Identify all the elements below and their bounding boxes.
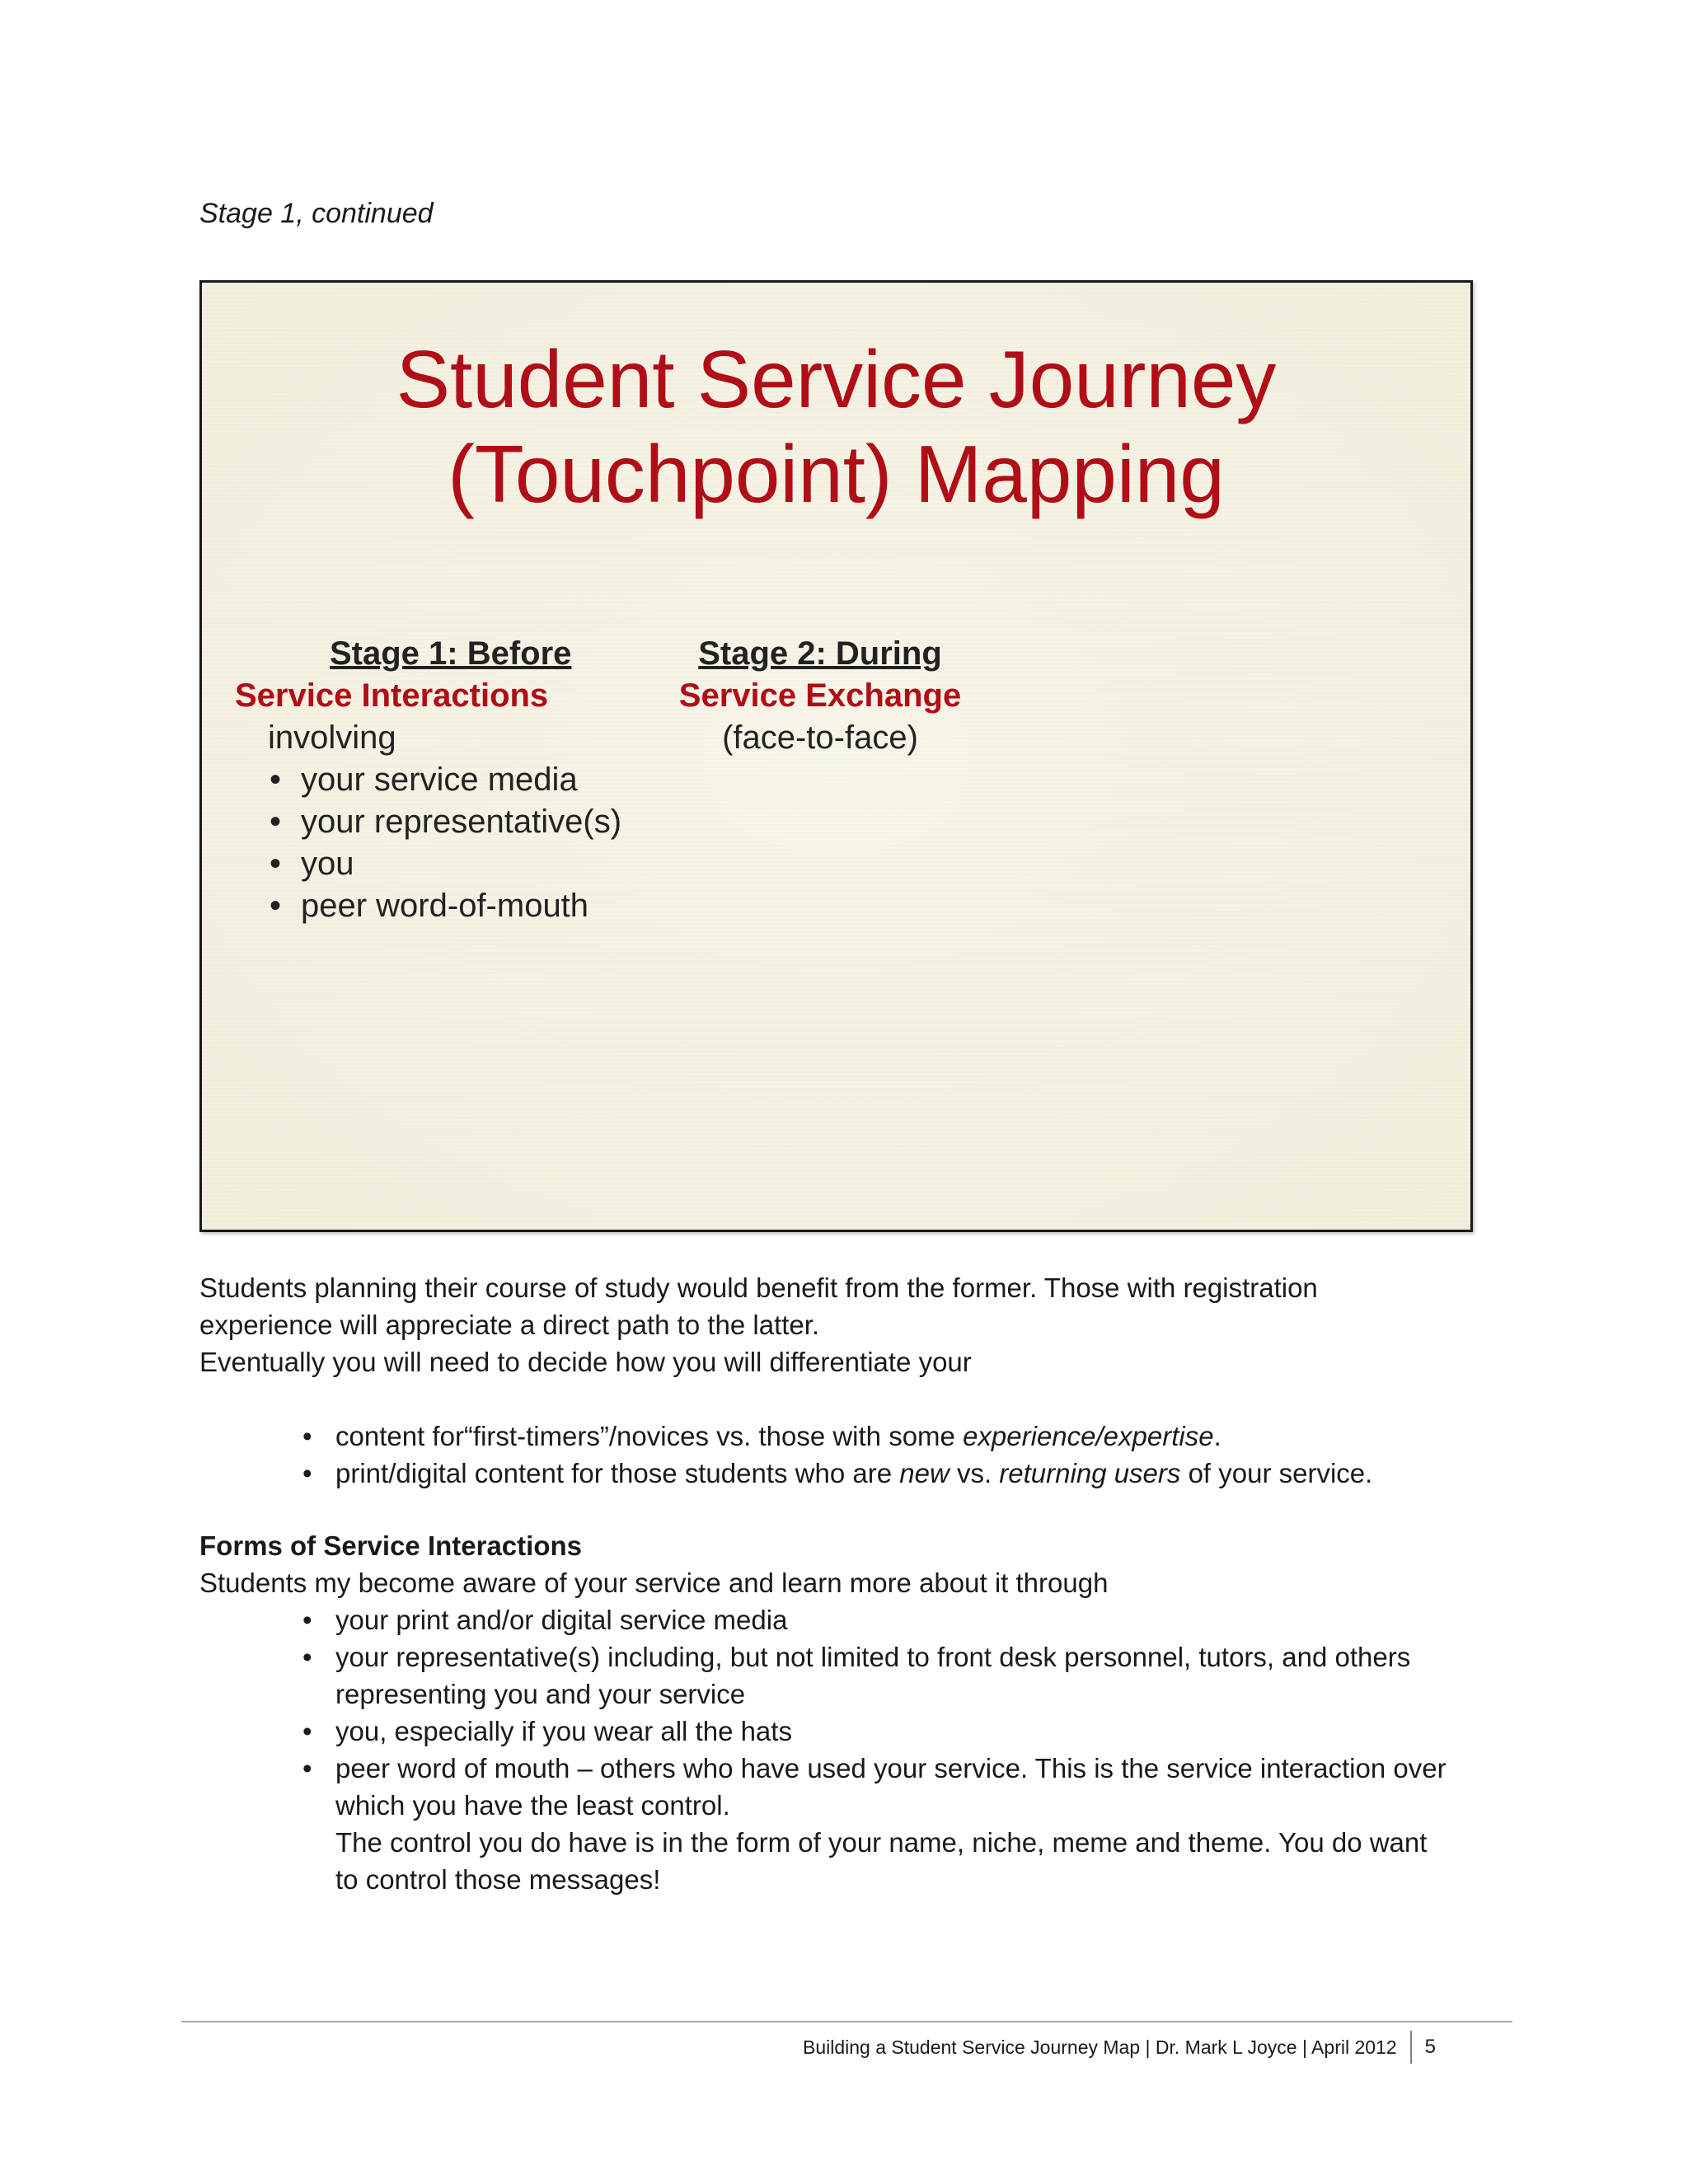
stage-heading: Stage 1, continued xyxy=(199,198,434,229)
slide-title-line-1: Student Service Journey xyxy=(396,334,1277,424)
slide-column-stage-1 xyxy=(235,633,663,927)
list-item: • peer word of mouth – others who have used your service. This is the service interaction over which you have the least control. The control you do have is in the form of your name, niche, meme and theme. You do want to control those messages! xyxy=(335,1750,1502,1898)
list-item: • your service media xyxy=(268,759,663,801)
paragraph-line: experience will appreciate a direct path to the latter. xyxy=(199,1310,820,1340)
section-heading: Forms of Service Interactions xyxy=(199,1530,582,1561)
slide-title-line-2: (Touchpoint) Mapping xyxy=(448,429,1225,519)
list-item: • you, especially if you wear all the hats xyxy=(335,1713,1502,1750)
stage-1-note: involving xyxy=(268,719,396,756)
list-item: • peer word-of-mouth xyxy=(268,885,663,927)
paragraph-line: Students planning their course of study would benefit from the former. Those with registration xyxy=(199,1272,1318,1303)
page-footer xyxy=(803,2031,1436,2064)
paragraph-line: Eventually you will need to decide how you will differentiate your xyxy=(199,1347,972,1377)
footer-text: Building a Student Service Journey Map | Dr. Mark L Joyce | April 2012 xyxy=(803,2036,1397,2058)
list-item: • content for“first-timers”/novices vs. those with some experience/expertise. xyxy=(335,1418,1502,1455)
list-item: • you xyxy=(268,843,663,885)
stage-2-subheading: Service Exchange xyxy=(678,677,962,714)
differentiate-bullet-list xyxy=(199,1418,1502,1492)
page-number: 5 xyxy=(1424,2036,1436,2058)
slide-title xyxy=(202,332,1470,522)
footer-separator xyxy=(1410,2031,1412,2064)
footer-divider xyxy=(181,2021,1512,2022)
stage-2-note: (face-to-face) xyxy=(722,719,918,756)
stage-1-heading: Stage 1: Before xyxy=(330,635,572,672)
stage-1-bullet-list xyxy=(235,759,663,927)
slide-image xyxy=(199,280,1473,1232)
forms-bullet-list xyxy=(199,1601,1502,1898)
list-item: • print/digital content for those students who are new vs. returning users of your service. xyxy=(335,1455,1502,1492)
list-item: • your representative(s) including, but not limited to front desk personnel, tutors, and others representing you and your service xyxy=(335,1638,1502,1713)
slide-column-stage-2 xyxy=(672,633,968,759)
list-item: • your print and/or digital service media xyxy=(335,1601,1502,1638)
stage-2-heading: Stage 2: During xyxy=(698,635,942,672)
list-item: • your representative(s) xyxy=(268,801,663,843)
section-intro: Students my become aware of your service and learn more about it through xyxy=(199,1568,1109,1598)
body-text xyxy=(199,1269,1502,1898)
stage-1-subheading: Service Interactions xyxy=(235,677,549,714)
